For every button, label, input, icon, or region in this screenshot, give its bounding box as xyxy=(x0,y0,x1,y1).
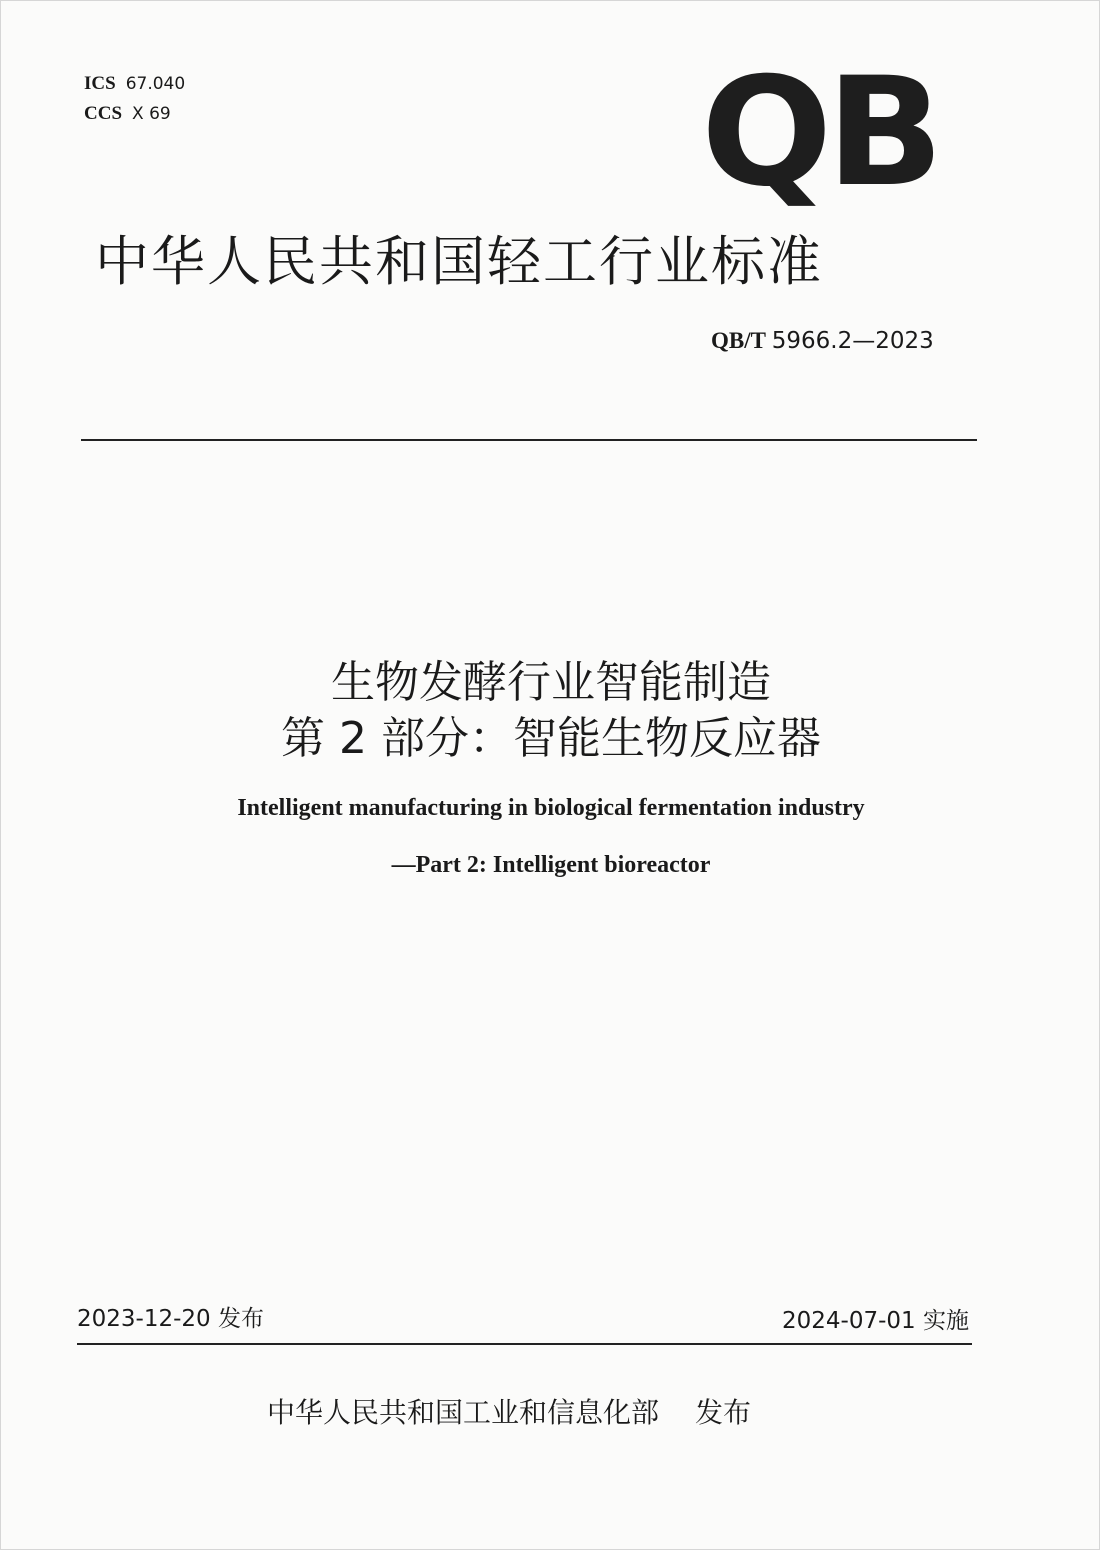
chinese-title-line-1: 生物发酵行业智能制造 xyxy=(331,657,771,708)
issue-date: 2023-12-20 发布 xyxy=(77,1306,264,1332)
chinese-title-line-2: 第 2 部分：智能生物反应器 xyxy=(281,713,821,764)
ics-value: 67.040 xyxy=(125,74,186,94)
ccs-label: CCS xyxy=(84,103,123,124)
issuer-action: 发布 xyxy=(695,1396,752,1429)
standard-number xyxy=(711,323,934,359)
ics-code xyxy=(84,69,185,99)
standard-category-title: 中华人民共和国轻工行业标准 xyxy=(95,230,823,293)
ccs-code xyxy=(84,99,185,129)
ccs-value: X 69 xyxy=(132,104,171,124)
standard-number-value: 5966.2—2023 xyxy=(771,328,934,354)
qb-logo: QB xyxy=(701,46,938,220)
ics-label: ICS xyxy=(84,73,116,94)
standard-number-prefix: QB/T xyxy=(711,328,766,353)
implementation-date: 2024-07-01 实施 xyxy=(782,1308,969,1334)
bottom-divider xyxy=(77,1343,972,1345)
issuing-authority xyxy=(267,1391,751,1435)
top-divider xyxy=(81,439,977,441)
classification-codes xyxy=(84,69,185,129)
english-title-line-1: Intelligent manufacturing in biological fermentation industry xyxy=(237,795,865,821)
english-title-line-2: —Part 2: Intelligent bioreactor xyxy=(391,852,711,878)
issuer-name: 中华人民共和国工业和信息化部 xyxy=(267,1396,660,1429)
